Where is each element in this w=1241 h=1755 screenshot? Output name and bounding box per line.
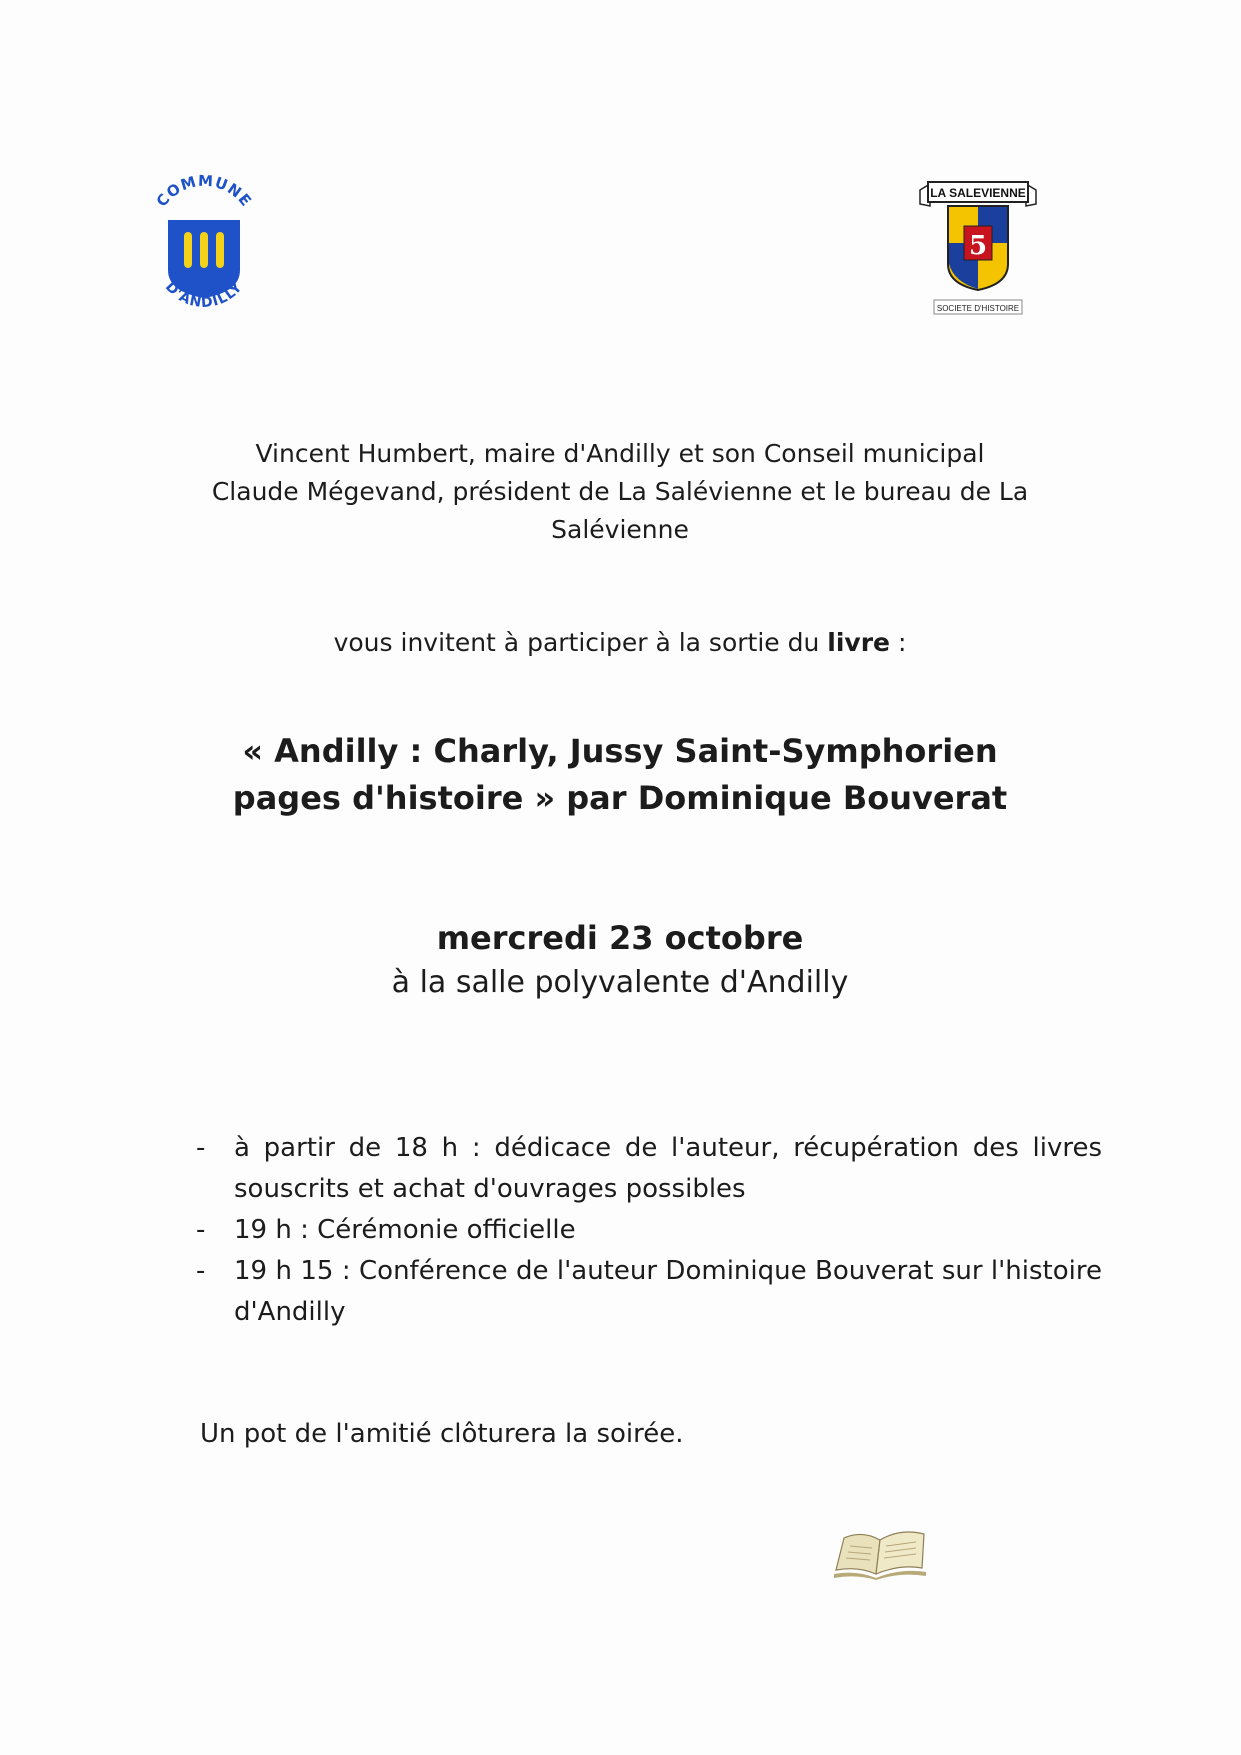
salevienne-caption: SOCIETE D'HISTOIRE bbox=[936, 304, 1020, 313]
commune-logo-bottom-text: D'ANDILLY bbox=[161, 279, 247, 312]
program-item: - 19 h : Cérémonie officielle bbox=[196, 1210, 1102, 1251]
open-book-icon bbox=[830, 1518, 930, 1580]
program-item: - à partir de 18 h : dédicace de l'auteur, récupération des livres souscrits et achat d'ouvrages possibles bbox=[196, 1128, 1102, 1210]
host-line-1: Vincent Humbert, maire d'Andilly et son Conseil municipal bbox=[255, 439, 985, 468]
salevienne-logo bbox=[918, 178, 1038, 318]
salevienne-shield-digit: 5 bbox=[968, 231, 988, 261]
host-line-2: Claude Mégevand, président de La Salévienne et le bureau de La bbox=[211, 477, 1029, 506]
invite-text: vous invitent à participer à la sortie du bbox=[333, 628, 828, 657]
closing-line: Un pot de l'amitié clôturera la soirée. bbox=[200, 1419, 684, 1449]
program-list bbox=[196, 1128, 1102, 1333]
salevienne-banner-text: LA SALEVIENNE bbox=[930, 186, 1026, 200]
book-title bbox=[190, 728, 1050, 822]
book-title-line-2: pages d'histoire » par Dominique Bouverat bbox=[232, 779, 1008, 817]
host-line-3: Salévienne bbox=[551, 515, 689, 544]
commune-logo-top-text: COMMUNE bbox=[152, 171, 256, 211]
book-title-line-1: « Andilly : Charly, Jussy Saint-Symphorien bbox=[242, 732, 998, 770]
event-venue: à la salle polyvalente d'Andilly bbox=[391, 965, 849, 1000]
svg-text:COMMUNE bbox=[153, 172, 256, 211]
commune-andilly-logo bbox=[148, 170, 260, 320]
event-date: mercredi 23 octobre bbox=[436, 919, 804, 957]
invite-suffix: : bbox=[890, 628, 907, 657]
invite-bold-word: livre bbox=[827, 628, 891, 657]
invite-line bbox=[190, 625, 1050, 661]
invitation-hosts bbox=[190, 435, 1050, 549]
program-item: - 19 h 15 : Conférence de l'auteur Dominique Bouverat sur l'histoire d'Andilly bbox=[196, 1251, 1102, 1333]
